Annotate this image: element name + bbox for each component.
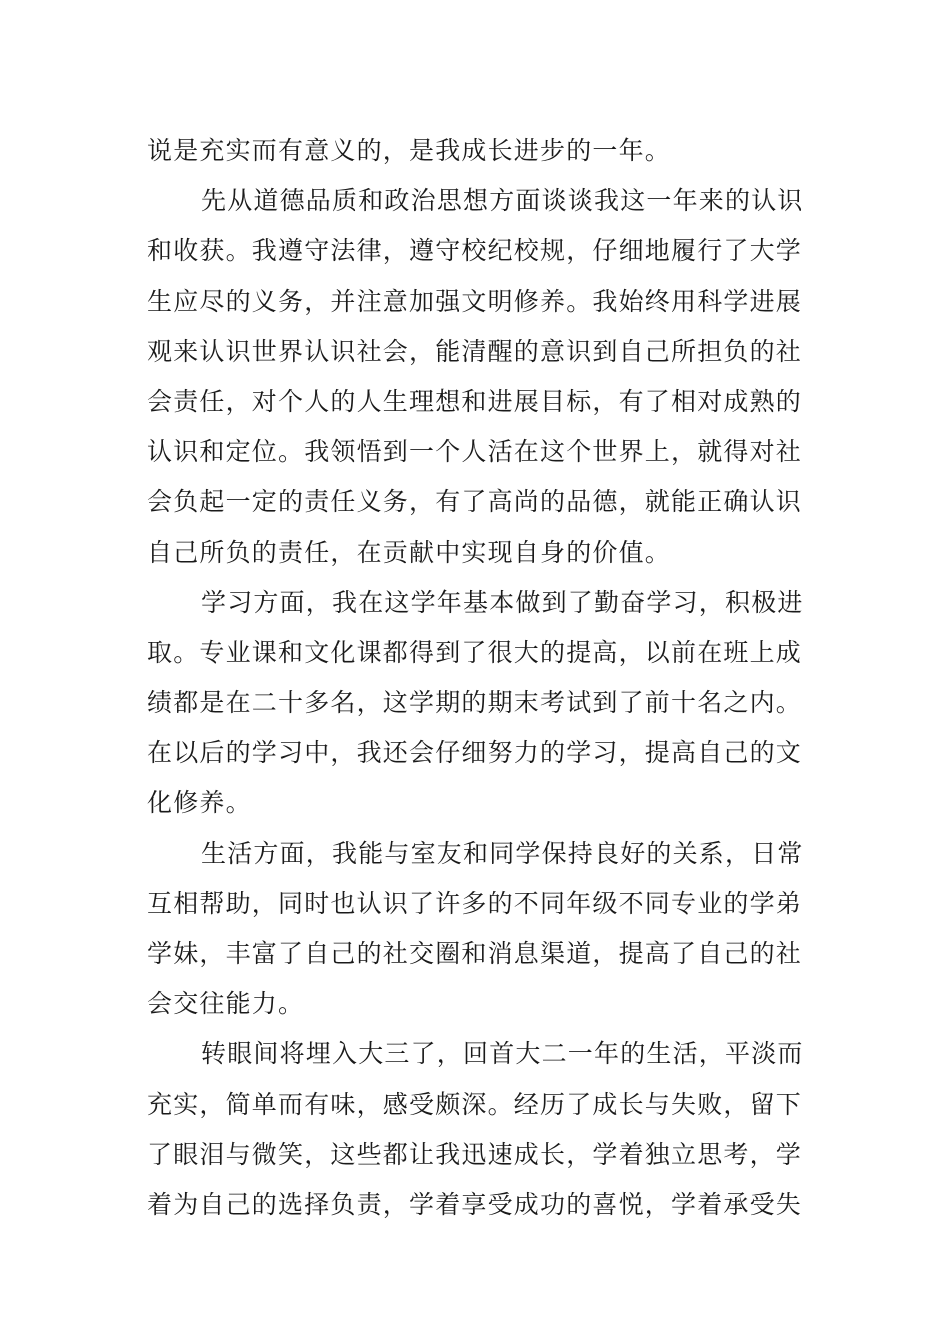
text-line: 取。专业课和文化课都得到了很大的提高，以前在班上成 [147,637,803,667]
paragraph-start-line: 生活方面，我能与室友和同学保持良好的关系，日常 [201,838,804,868]
text-line: 互相帮助，同时也认识了许多的不同年级不同专业的学弟 [147,888,803,918]
text-line: 自己所负的责任，在贡献中实现自身的价值。 [147,537,672,567]
text-line: 学妹，丰富了自己的社交圈和消息渠道，提高了自己的社 [147,939,803,968]
text-line: 认识和定位。我领悟到一个人活在这个世界上，就得对社 [147,437,803,467]
text-line: 了眼泪与微笑，这些都让我迅速成长，学着独立思考，学 [147,1139,803,1169]
text-line: 观来认识世界认识社会，能清醒的意识到自己所担负的社 [147,336,803,366]
document-body [147,126,807,1230]
paragraph-start-line: 学习方面，我在这学年基本做到了勤奋学习，积极进 [201,587,804,617]
text-line: 化修养。 [147,788,252,818]
text-line: 绩都是在二十多名，这学期的期末考试到了前十名之内。 [147,688,803,718]
text-line: 会交往能力。 [147,989,305,1019]
text-line: 生应尽的义务，并注意加强文明修养。我始终用科学进展 [147,286,803,316]
text-line: 会负起一定的责任义务，有了高尚的品德，就能正确认识 [147,487,803,517]
text-line: 着为自己的选择负责，学着享受成功的喜悦，学着承受失 [147,1189,803,1219]
text-line: 充实，简单而有味，感受颇深。经历了成长与失败，留下 [147,1089,803,1119]
text-line: 说是充实而有意义的，是我成长进步的一年。 [147,136,672,165]
text-line: 会责任，对个人的人生理想和进展目标，有了相对成熟的 [147,386,803,416]
text-line: 和收获。我遵守法律，遵守校纪校规，仔细地履行了大学 [147,236,803,266]
text-line: 在以后的学习中，我还会仔细努力的学习，提高自己的文 [147,738,803,768]
paragraph-start-line: 转眼间将埋入大三了，回首大二一年的生活，平淡而 [201,1039,804,1069]
paragraph-start-line: 先从道德品质和政治思想方面谈谈我这一年来的认识 [201,186,804,216]
